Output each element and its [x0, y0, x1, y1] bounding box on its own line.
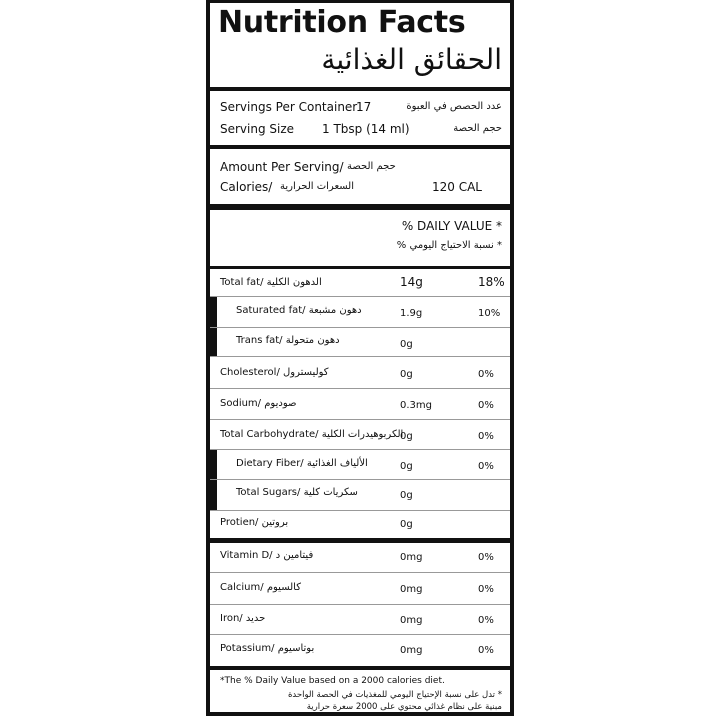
- nutrient-label: Total Carbohydrate/: [220, 429, 319, 440]
- nutrient-daily-value: 0%: [478, 431, 494, 442]
- nutrient-label: Potassium/: [220, 643, 275, 654]
- nutrient-amount: 0mg: [400, 584, 423, 595]
- nutrient-label: Saturated fat/: [236, 305, 306, 316]
- nutrient-daily-value: 0%: [478, 615, 494, 626]
- nutrient-row-vitamin-d: [220, 550, 313, 561]
- nutrient-daily-value: 18%: [478, 275, 505, 289]
- nutrient-row-saturated-fat: [236, 305, 362, 316]
- nutrient-daily-value: 0%: [478, 400, 494, 411]
- indent-bar: [210, 297, 217, 327]
- nutrient-amount: 0g: [400, 339, 413, 350]
- nutrient-amount: 0g: [400, 519, 413, 530]
- footnote-arabic-line1: * تدل على نسبة الإحتياج اليومي للمغذيات في الحصة الواحدة: [287, 690, 502, 700]
- title-english: Nutrition Facts: [218, 5, 466, 40]
- nutrient-label: Cholesterol/: [220, 367, 280, 378]
- nutrient-row-total-fat: [220, 277, 322, 288]
- nutrient-label-arabic: دهون متحولة: [285, 335, 340, 346]
- nutrient-label-arabic: الألياف الغذائية: [306, 458, 368, 469]
- nutrient-label-arabic: الكربوهيدرات الكلية: [321, 429, 404, 440]
- nutrient-label: Total Sugars/: [236, 487, 301, 498]
- calories-value: 120 CAL: [432, 180, 482, 194]
- nutrient-label: Protien/: [220, 517, 259, 528]
- nutrient-label: Total fat/: [220, 277, 264, 288]
- nutrient-row-sodium: [220, 398, 297, 409]
- nutrient-label-arabic: دهون مشبعة: [308, 305, 362, 316]
- row-divider: [210, 356, 510, 357]
- divider-thick: [210, 87, 510, 91]
- nutrient-label: Calcium/: [220, 582, 264, 593]
- nutrient-row-calcium: [220, 582, 301, 593]
- row-divider: [210, 327, 510, 328]
- divider-heavy: [210, 538, 510, 543]
- calories-label: Calories/: [220, 180, 273, 194]
- nutrient-row-dietary-fiber: [236, 458, 368, 469]
- row-divider: [210, 510, 510, 511]
- nutrient-label-arabic: سكريات كلية: [303, 487, 358, 498]
- nutrient-daily-value: 10%: [478, 308, 501, 319]
- calories-arabic: السعرات الحرارية: [280, 181, 355, 192]
- nutrition-label: [206, 0, 514, 716]
- row-divider: [210, 572, 510, 573]
- nutrient-label: Sodium/: [220, 398, 262, 409]
- nutrient-label: Trans fat/: [236, 335, 283, 346]
- nutrient-daily-value: 0%: [478, 369, 494, 380]
- servings-per-container-arabic: عدد الحصص في العبوة: [406, 101, 502, 112]
- nutrient-label-arabic: فيتامين د: [275, 550, 314, 561]
- divider-thick: [210, 266, 510, 269]
- nutrient-row-protein: [220, 517, 288, 528]
- nutrient-label-arabic: كوليسترول: [283, 367, 329, 378]
- amount-per-serving-label: Amount Per Serving/: [220, 160, 344, 174]
- nutrient-row-potassium: [220, 643, 314, 654]
- nutrient-daily-value: 0%: [478, 645, 494, 656]
- amount-per-serving-arabic: حجم الحصة: [347, 161, 396, 172]
- row-divider: [210, 634, 510, 635]
- title-arabic: الحقائق الغذائية: [321, 43, 502, 76]
- nutrient-label-arabic: صوديوم: [264, 398, 297, 409]
- nutrient-amount: 0mg: [400, 645, 423, 656]
- row-divider: [210, 388, 510, 389]
- divider-thick: [210, 666, 510, 670]
- nutrient-amount: 0g: [400, 369, 413, 380]
- servings-per-container-label: Servings Per Container: [220, 100, 358, 114]
- nutrient-row-cholesterol: [220, 367, 329, 378]
- indent-bar: [210, 450, 217, 510]
- nutrient-amount: 1.9g: [400, 308, 423, 319]
- nutrient-daily-value: 0%: [478, 584, 494, 595]
- footnote-arabic-line2: مبنية على نظام غذائي محتوي على 2000 سعرة حرارية: [306, 702, 502, 712]
- row-divider: [210, 604, 510, 605]
- nutrient-amount: 0mg: [400, 615, 423, 626]
- servings-per-container-value: 17: [356, 100, 372, 114]
- row-divider: [210, 296, 510, 297]
- row-divider: [210, 419, 510, 420]
- nutrient-amount: 14g: [400, 275, 423, 289]
- daily-value-header: % DAILY VALUE *: [401, 219, 502, 233]
- nutrient-label-arabic: بروتين: [261, 517, 289, 528]
- serving-size-arabic: حجم الحصة: [453, 123, 502, 134]
- nutrient-amount: 0g: [400, 431, 413, 442]
- nutrient-label: Dietary Fiber/: [236, 458, 304, 469]
- nutrient-label-arabic: الدهون الكلية: [266, 277, 322, 288]
- nutrient-row-trans-fat: [236, 335, 340, 346]
- divider-thick: [210, 145, 510, 149]
- row-divider: [210, 479, 510, 480]
- nutrient-row-total-carbohydrate: [220, 429, 403, 440]
- indent-bar: [210, 328, 217, 356]
- divider-heavy: [210, 204, 510, 210]
- nutrient-amount: 0.3mg: [400, 400, 432, 411]
- row-divider: [210, 449, 510, 450]
- serving-size-value: 1 Tbsp (14 ml): [322, 122, 410, 136]
- nutrient-amount: 0g: [400, 461, 413, 472]
- nutrient-row-total-sugars: [236, 487, 358, 498]
- nutrient-daily-value: 0%: [478, 461, 494, 472]
- nutrient-row-iron: [220, 613, 265, 624]
- nutrient-label-arabic: بوتاسيوم: [277, 643, 315, 654]
- serving-size-label: Serving Size: [220, 122, 295, 136]
- nutrient-amount: 0g: [400, 490, 413, 501]
- daily-value-header-arabic: * نسبة الاحتياج اليومي %: [396, 240, 502, 251]
- nutrient-label-arabic: كالسيوم: [266, 582, 301, 593]
- nutrient-daily-value: 0%: [478, 552, 494, 563]
- nutrient-amount: 0mg: [400, 552, 423, 563]
- footnote-english: *The % Daily Value based on a 2000 calories diet.: [220, 676, 445, 686]
- nutrient-label-arabic: حديد: [245, 613, 266, 624]
- nutrient-label: Iron/: [220, 613, 243, 624]
- nutrient-label: Vitamin D/: [220, 550, 273, 561]
